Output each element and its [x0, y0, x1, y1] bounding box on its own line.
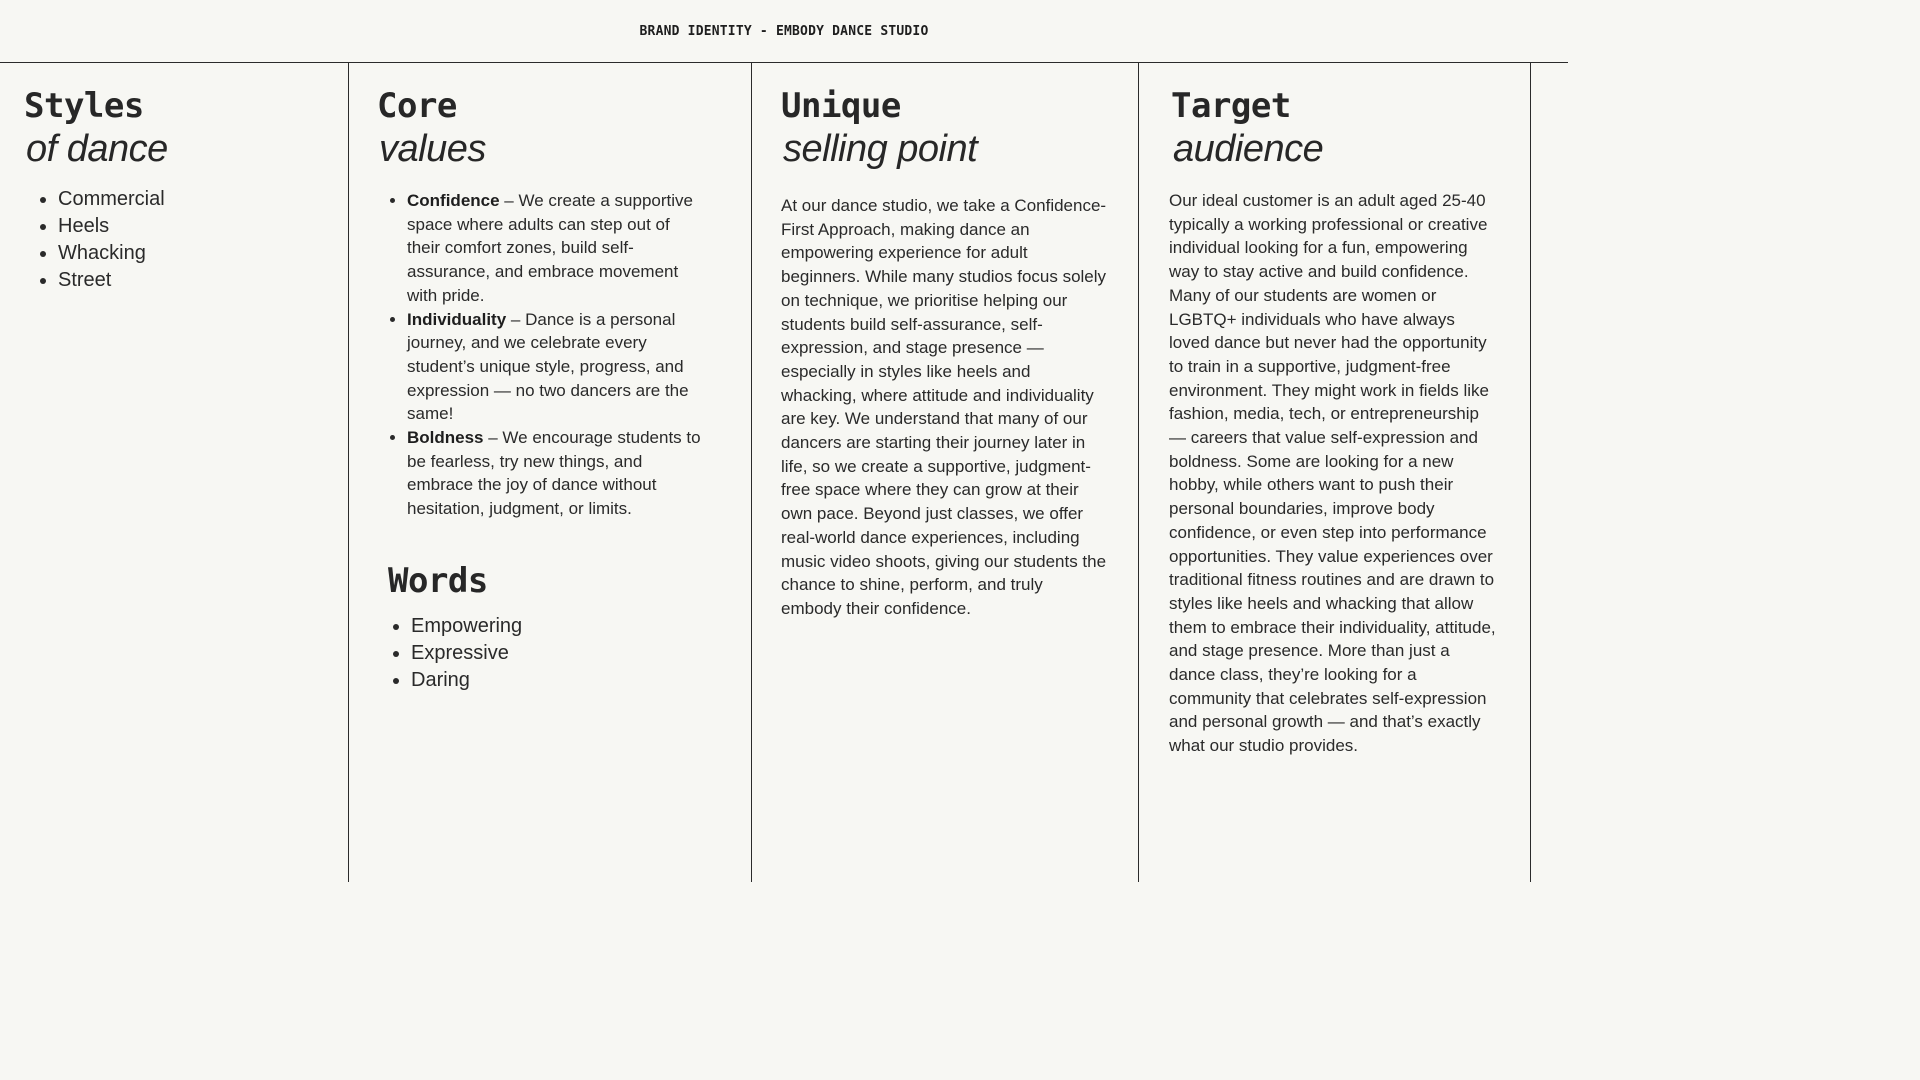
column-divider: [1138, 62, 1139, 882]
usp-heading: Unique: [781, 86, 901, 126]
page-title: BRAND IDENTITY - EMBODY DANCE STUDIO: [639, 23, 929, 39]
list-item: • Whacking: [58, 240, 324, 267]
list-item: • Heels: [58, 213, 324, 240]
list-item: [407, 308, 707, 427]
list-item: [407, 426, 707, 521]
styles-list: [24, 186, 324, 294]
styles-subheading: of dance: [26, 128, 168, 170]
list-item: • Street: [58, 267, 324, 294]
value-description: – We create a supportive space where adults can step out of their comfort zones, build self-assurance, and embrace movement with pride.: [407, 191, 693, 305]
core-values-subheading: values: [379, 128, 486, 170]
column-divider: [1530, 62, 1531, 882]
value-description: – Dance is a personal journey, and we celebrate every student’s unique style, progress, and expression — no two dancers are the same!: [407, 309, 689, 424]
value-name: Confidence: [407, 191, 500, 210]
list-item: • Commercial: [58, 186, 324, 213]
usp-body: At our dance studio, we take a Confidence-First Approach, making dance an empowering experience for adult beginners. While many studios focus solely on technique, we prioritise helping our students build self-assurance, self-expression, and stage presence — especially in styles like heels and whacking, where attitude and individuality are key. We understand that many of our dancers are starting their journey later in life, so we create a supportive, judgment-free space where they can grow at their own pace. Beyond just classes, we offer real-world dance experiences, including music video shoots, giving our students the chance to shine, perform, and truly embody their confidence.: [781, 196, 1107, 618]
audience-subheading: audience: [1173, 128, 1324, 170]
list-item: • Empowering: [411, 613, 707, 640]
value-name: Individuality: [407, 309, 507, 329]
styles-column: [24, 62, 324, 294]
usp-subheading: selling point: [783, 128, 978, 170]
value-name: Boldness: [407, 428, 484, 448]
styles-heading: Styles: [24, 86, 144, 126]
list-item: • Expressive: [411, 640, 707, 667]
audience-column: [1171, 62, 1506, 758]
audience-body: Our ideal customer is an adult aged 25-40 typically a working professional or creative individual looking for a fun, empowering way to stay active and build confidence. Many of our students are women or LGBTQ+ individuals who have always loved dance but never had the opportunity to train in a supportive, judgment-free environment. They might work in fields like fashion, media, tech, or entrepreneurship — careers that value self-expression and boldness. Some are looking for a new hobby, while others want to push their personal boundaries, improve body confidence, or even step into performance opportunities. They value experiences over traditional fitness routines and are drawn to styles like heels and whacking that allow them to embrace their individuality, attitude, and stage presence. More than just a dance class, they’re looking for a community that celebrates self-expression and personal growth — and that’s exactly what our studio provides.: [1169, 191, 1496, 756]
core-values-column: [377, 62, 707, 694]
words-heading: Words: [388, 560, 488, 601]
list-item: • Daring: [411, 667, 707, 694]
core-values-list: [377, 189, 707, 521]
core-values-heading: Core: [377, 86, 457, 126]
column-divider: [751, 62, 752, 882]
value-description: – We encourage students to be fearless, try new things, and embrace the joy of dance without hesitation, judgment, or limits.: [407, 428, 701, 519]
list-item: [407, 189, 707, 308]
words-list: [377, 613, 707, 694]
audience-heading: Target: [1171, 86, 1291, 126]
page-header: [0, 0, 1568, 63]
usp-column: [781, 62, 1111, 621]
column-divider: [348, 62, 349, 882]
